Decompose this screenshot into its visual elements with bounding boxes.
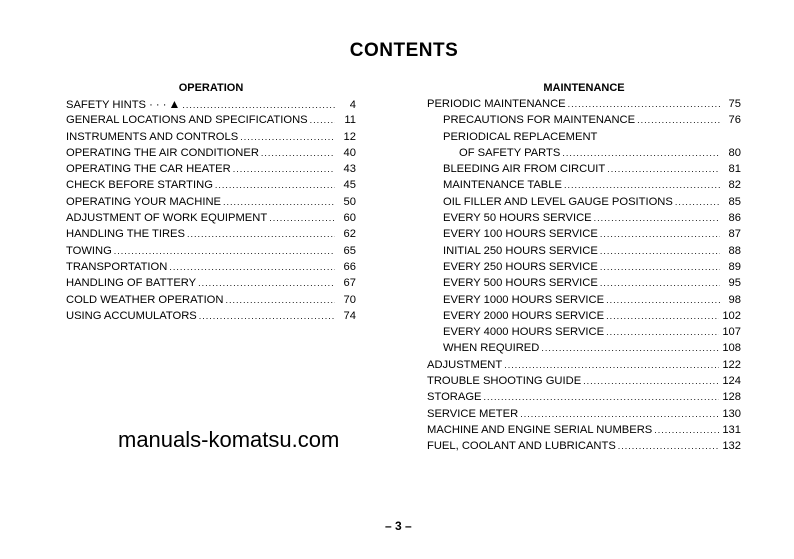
dot-leader: [520, 406, 719, 422]
dot-leader: [199, 308, 335, 324]
toc-entry-page: 81: [728, 163, 741, 176]
toc-entry[interactable]: [427, 145, 741, 161]
dot-leader: [568, 96, 720, 112]
toc-entry-label: WHEN REQUIRED: [443, 342, 540, 355]
toc-entry-label: USING ACCUMULATORS: [66, 309, 197, 322]
toc-entry[interactable]: [427, 161, 741, 177]
toc-entry-label: TROUBLE SHOOTING GUIDE: [427, 375, 582, 388]
toc-entry-label: EVERY 1000 HOURS SERVICE: [443, 293, 605, 306]
toc-entry-page: 89: [728, 260, 741, 273]
toc-entry[interactable]: [66, 243, 356, 259]
dot-leader: [269, 210, 335, 226]
toc-entry-label: ADJUSTMENT: [427, 358, 503, 371]
toc-entry-label: HANDLING THE TIRES: [66, 228, 185, 241]
dot-leader: [594, 210, 720, 226]
toc-entry-label: CHECK BEFORE STARTING: [66, 179, 213, 192]
toc-entry[interactable]: [427, 194, 741, 210]
toc-entry[interactable]: [427, 373, 741, 389]
toc-entry-label: OPERATING THE CAR HEATER: [66, 163, 231, 176]
warning-triangle-icon: ▲: [168, 97, 181, 111]
toc-entry[interactable]: [66, 177, 356, 193]
dot-leader: [564, 177, 720, 193]
dot-leader: [198, 275, 335, 291]
toc-entry-page: 124: [722, 375, 741, 388]
dot-leader: [187, 226, 335, 242]
dot-leader: [583, 373, 719, 389]
toc-entry-page: 67: [343, 277, 356, 290]
toc-entry-page: 45: [343, 179, 356, 192]
toc-entry[interactable]: [427, 292, 741, 308]
toc-entry-label: BLEEDING AIR FROM CIRCUIT: [443, 163, 606, 176]
toc-entry-page: 65: [343, 244, 356, 257]
toc-entry[interactable]: [427, 406, 741, 422]
toc-entry-page: 70: [343, 293, 356, 306]
toc-entry-page: 98: [728, 293, 741, 306]
toc-entry[interactable]: [66, 226, 356, 242]
toc-entry-page: 40: [343, 146, 356, 159]
toc-entry[interactable]: [427, 422, 741, 438]
dot-leader: [261, 145, 335, 161]
toc-entry-label: MAINTENANCE TABLE: [443, 179, 562, 192]
toc-entry[interactable]: [66, 145, 356, 161]
dot-leader: [223, 194, 335, 210]
page-number: – 3 –: [385, 519, 412, 533]
toc-entry-label: OF SAFETY PARTS: [459, 146, 561, 159]
toc-entry-page: 85: [728, 195, 741, 208]
maintenance-heading: MAINTENANCE: [543, 82, 625, 94]
toc-entry-label: EVERY 250 HOURS SERVICE: [443, 260, 598, 273]
toc-entry[interactable]: [66, 210, 356, 226]
dot-leader: [600, 243, 720, 259]
toc-entry-page: 128: [722, 391, 741, 404]
dot-leader: [484, 389, 720, 405]
toc-entry-label: SAFETY HINTS · · ·: [66, 99, 167, 111]
toc-entry[interactable]: [427, 340, 741, 356]
toc-entry-page: 4: [349, 99, 356, 111]
toc-entry[interactable]: [427, 243, 741, 259]
toc-entry-page: 87: [728, 228, 741, 241]
toc-entry[interactable]: [427, 438, 741, 454]
dot-leader: [225, 292, 335, 308]
toc-entry-label: INSTRUMENTS AND CONTROLS: [66, 130, 239, 143]
toc-entry[interactable]: [427, 308, 741, 324]
toc-entry[interactable]: [66, 259, 356, 275]
toc-entry[interactable]: [66, 129, 356, 145]
dot-leader: [233, 161, 335, 177]
toc-entry-label: EVERY 500 HOURS SERVICE: [443, 277, 598, 290]
toc-entry-page: 11: [344, 114, 356, 127]
dot-leader: [606, 324, 719, 340]
dot-leader: [600, 226, 720, 242]
toc-entry-page: 62: [343, 228, 356, 241]
toc-entry-label: GENERAL LOCATIONS AND SPECIFICATIONS: [66, 114, 308, 127]
toc-entry-page: 50: [343, 195, 356, 208]
toc-entry[interactable]: [427, 177, 741, 193]
toc-entry-page: 80: [728, 146, 741, 159]
dot-leader: [637, 112, 720, 128]
toc-entry[interactable]: [427, 226, 741, 242]
dot-leader: [654, 422, 719, 438]
toc-entry[interactable]: [427, 112, 741, 128]
toc-entry[interactable]: [427, 129, 741, 145]
maintenance-section: [427, 80, 741, 455]
dot-leader: [606, 292, 720, 308]
toc-entry[interactable]: [66, 308, 356, 324]
toc-entry-page: 102: [722, 309, 741, 322]
toc-entry-label: SERVICE METER: [427, 407, 519, 420]
page-title: CONTENTS: [349, 40, 459, 61]
dot-leader: [182, 97, 335, 113]
toc-entry-page: 86: [728, 212, 741, 225]
watermark-url: manuals-komatsu.com: [118, 427, 340, 452]
dot-leader: [169, 259, 335, 275]
dot-leader: [310, 112, 335, 128]
toc-entry-page: 107: [722, 326, 741, 339]
toc-entry[interactable]: [427, 389, 741, 405]
toc-entry-label: PERIODICAL REPLACEMENT: [443, 130, 598, 143]
operation-heading: OPERATION: [178, 82, 244, 94]
toc-entry-label: ADJUSTMENT OF WORK EQUIPMENT: [66, 212, 268, 225]
toc-entry[interactable]: [427, 96, 741, 112]
toc-entry-label: EVERY 100 HOURS SERVICE: [443, 228, 598, 241]
toc-entry-label: OPERATING YOUR MACHINE: [66, 195, 221, 208]
toc-entry-page: 131: [722, 423, 741, 436]
operation-list: [66, 96, 356, 324]
toc-entry-label: COLD WEATHER OPERATION: [66, 293, 224, 306]
dot-leader: [600, 275, 720, 291]
toc-entry[interactable]: [427, 275, 741, 291]
toc-entry-page: 76: [728, 114, 741, 127]
toc-entry[interactable]: [66, 112, 356, 128]
toc-entry[interactable]: [427, 259, 741, 275]
toc-entry[interactable]: [66, 194, 356, 210]
dot-leader: [504, 357, 719, 373]
dot-leader: [114, 243, 335, 259]
dot-leader: [607, 161, 720, 177]
toc-entry-label: HANDLING OF BATTERY: [66, 277, 197, 290]
dot-leader: [675, 194, 720, 210]
toc-entry[interactable]: [66, 275, 356, 291]
toc-entry-page: 108: [722, 342, 741, 355]
maintenance-list: [427, 96, 741, 455]
toc-entry-page: 60: [343, 212, 356, 225]
toc-entry-label: EVERY 50 HOURS SERVICE: [443, 212, 592, 225]
toc-entry-label: STORAGE: [427, 391, 482, 404]
toc-entry-label: TOWING: [66, 244, 112, 257]
toc-entry-label: EVERY 4000 HOURS SERVICE: [443, 326, 605, 339]
dot-leader: [562, 145, 720, 161]
toc-entry-label: OPERATING THE AIR CONDITIONER: [66, 146, 259, 159]
dot-leader: [606, 308, 719, 324]
toc-entry[interactable]: [66, 292, 356, 308]
toc-entry-page: 130: [722, 407, 741, 420]
toc-entry[interactable]: [66, 161, 356, 177]
toc-entry-page: 74: [343, 309, 356, 322]
toc-entry-page: 88: [728, 244, 741, 257]
toc-entry-page: 75: [728, 98, 741, 110]
toc-entry[interactable]: [427, 324, 741, 340]
toc-entry-label: TRANSPORTATION: [66, 260, 168, 273]
dot-leader: [618, 438, 720, 454]
dot-leader: [541, 340, 719, 356]
toc-entry[interactable]: [427, 210, 741, 226]
toc-entry-page: 95: [728, 277, 741, 290]
toc-entry-label: PERIODIC MAINTENANCE: [427, 98, 566, 110]
toc-entry-page: 132: [722, 440, 741, 453]
toc-entry[interactable]: [427, 357, 741, 373]
toc-entry[interactable]: [66, 96, 356, 112]
toc-entry-label: OIL FILLER AND LEVEL GAUGE POSITIONS: [443, 195, 673, 208]
operation-section: [66, 80, 356, 324]
toc-entry-label: FUEL, COOLANT AND LUBRICANTS: [427, 440, 616, 453]
toc-entry-page: 122: [722, 358, 741, 371]
toc-entry-label: MACHINE AND ENGINE SERIAL NUMBERS: [427, 423, 653, 436]
dot-leader: [240, 129, 335, 145]
dot-leader: [600, 259, 720, 275]
toc-entry-page: 82: [728, 179, 741, 192]
toc-entry-label: INITIAL 250 HOURS SERVICE: [443, 244, 598, 257]
toc-entry-label: PRECAUTIONS FOR MAINTENANCE: [443, 114, 636, 127]
toc-entry-page: 12: [343, 130, 356, 143]
dot-leader: [215, 177, 335, 193]
toc-entry-label: EVERY 2000 HOURS SERVICE: [443, 309, 605, 322]
toc-entry-page: 43: [343, 163, 356, 176]
toc-entry-page: 66: [343, 260, 356, 273]
